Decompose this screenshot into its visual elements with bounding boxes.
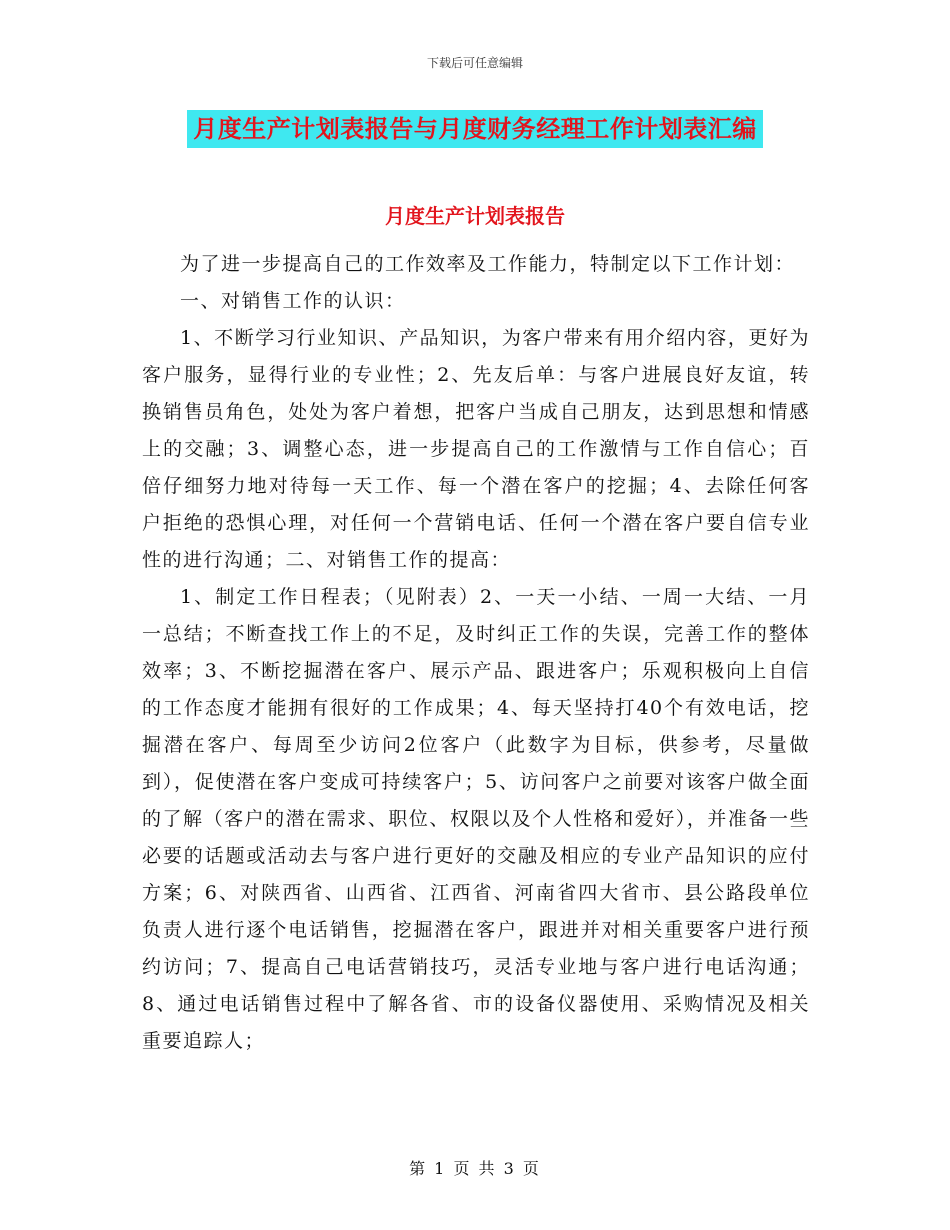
section-title: 月度生产计划表报告 [385,204,565,228]
paragraph: 一、对销售工作的认识： [180,290,406,312]
header-note: 下载后可任意编辑 [426,56,523,70]
document-body [142,246,810,1060]
paragraph: 为了进一步提高自己的工作效率及工作能力，特制定以下工作计划： [180,253,796,275]
paragraph: 1、不断学习行业知识、产品知识，为客户带来有用介绍内容，更好为客户服务，显得行业的专业性；2、先友后单：与客户进展良好友谊，转换销售员角色，处处为客户着想，把客户当成自己朋友，达到思想和情感上的交融；3、调整心态，进一步提高自己的工作激情与工作自信心；百倍仔细努力地对待每一天工作、每一个潜在客户的挖掘；4、去除任何客户拒绝的恐惧心理，对任何一个营销电话、任何一个潜在客户要自信专业性的进行沟通；二、对销售工作的提高： [142,327,810,571]
main-title-container [0,110,950,148]
document-title: 月度生产计划表报告与月度财务经理工作计划表汇编 [187,110,763,148]
page-footer: 第 1 页 共 3 页 [409,1159,541,1178]
paragraph: 1、制定工作日程表；（见附表）2、一天一小结、一周一大结、一月一总结；不断查找工作上的不足，及时纠正工作的失误，完善工作的整体效率；3、不断挖掘潜在客户、展示产品、跟进客户；乐观积极向上自信的工作态度才能拥有很好的工作成果；4、每天坚持打40个有效电话，挖掘潜在客户、每周至少访问2位客户（此数字为目标，供参考，尽量做到），促使潜在客户变成可持续客户；5、访问客户之前要对该客户做全面的了解（客户的潜在需求、职位、权限以及个人性格和爱好），并准备一些必要的话题或活动去与客户进行更好的交融及相应的专业产品知识的应付方案；6、对陕西省、山西省、江西省、河南省四大省市、县公路段单位负责人进行逐个电话销售，挖掘潜在客户，跟进并对相关重要客户进行预约访问；7、提高自己电话营销技巧，灵活专业地与客户进行电话沟通；8、通过电话销售过程中了解各省、市的设备仪器使用、采购情况及相关重要追踪人； [142,586,810,1052]
